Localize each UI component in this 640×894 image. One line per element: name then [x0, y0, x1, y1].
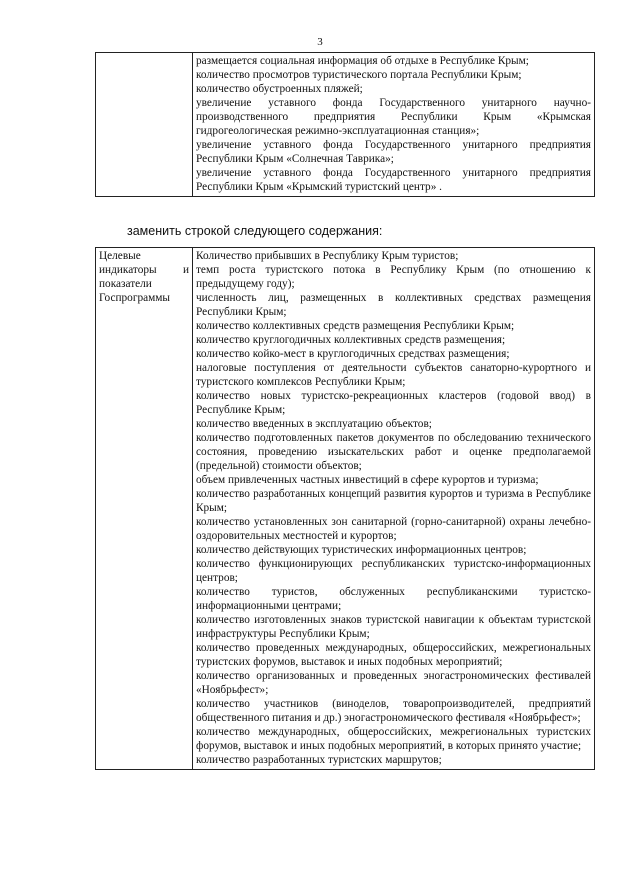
list-item: количество организованных и проведенных эногастрономических фестивалей «Ноябрьфест»; — [196, 670, 591, 696]
main-table-content-cell — [193, 248, 595, 770]
list-item: количество введенных в эксплуатацию объектов; — [196, 418, 432, 430]
list-item: количество разработанных туристских маршрутов; — [196, 754, 442, 766]
list-item: количество разработанных концепций развития курортов и туризма в Республике Крым; — [196, 488, 591, 514]
list-item: размещается социальная информация об отдыхе в Республике Крым; — [196, 55, 529, 67]
list-item: объем привлеченных частных инвестиций в сфере курортов и туризма; — [196, 474, 539, 486]
list-item: численность лиц, размещенных в коллективных средствах размещения Республики Крым; — [196, 292, 591, 318]
list-item: количество коллективных средств размещения Республики Крым; — [196, 320, 515, 332]
list-item: количество изготовленных знаков туристской навигации к объектам туристской инфраструктуры Республики Крым; — [196, 614, 591, 640]
list-item: количество койко-мест в круглогодичных средствах размещения; — [196, 348, 510, 360]
list-item: количество подготовленных пакетов документов по обследованию технического состояния, проведению изыскательских работ и оценке предполагаемой (предельной) стоимости объектов; — [196, 432, 591, 472]
table-row — [96, 248, 595, 770]
top-table-left-cell — [96, 53, 193, 197]
top-table — [95, 52, 595, 197]
list-item: темп роста туристского потока в Республику Крым (по отношению к предыдущему году); — [196, 264, 591, 290]
table-row — [96, 53, 595, 197]
list-item: количество круглогодичных коллективных средств размещения; — [196, 334, 506, 346]
replace-instruction: заменить строкой следующего содержания: — [127, 224, 383, 238]
list-item: увеличение уставного фонда Государственного унитарного предприятия Республики Крым «Солнечная Таврика»; — [196, 139, 591, 165]
page-number: 3 — [317, 36, 323, 48]
list-item: количество туристов, обслуженных республиканскими туристско-информационными центрами; — [196, 586, 591, 612]
main-table — [95, 247, 595, 770]
list-item: налоговые поступления от деятельности субъектов санаторно-курортного и туристского комплексов Республики Крым; — [196, 362, 591, 388]
list-item: количество функционирующих республиканских туристско-информационных центров; — [196, 558, 591, 584]
indicators-label: Целевые индикаторы и показатели Госпрограммы — [99, 250, 189, 304]
list-item: увеличение уставного фонда Государственного унитарного научно-производственного предприятия Республики Крым «Крымская гидрогеологическая режимно-эксплуатационная станция»; — [196, 97, 591, 137]
top-table-right-cell — [193, 53, 595, 197]
list-item: количество установленных зон санитарной (горно-санитарной) охраны лечебно-оздоровительных местностей и курортов; — [196, 516, 591, 542]
main-table-label-cell — [96, 248, 193, 770]
list-item: количество участников (виноделов, товаропроизводителей, предприятий общественного питания и др.) эногастрономического фестиваля «Ноябрьфест»; — [196, 698, 591, 724]
list-item: количество новых туристско-рекреационных кластеров (годовой ввод) в Республике Крым; — [196, 390, 591, 416]
list-item: количество международных, общероссийских, межрегиональных туристских форумов, выставок и иных подобных мероприятий, в которых принято участие; — [196, 726, 591, 752]
list-item: количество проведенных международных, общероссийских, межрегиональных туристских форумов, выставок и иных подобных мероприятий; — [196, 642, 591, 668]
list-item: Количество прибывших в Республику Крым туристов; — [196, 250, 459, 262]
list-item: увеличение уставного фонда Государственного унитарного предприятия Республики Крым «Крымский туристский центр» . — [196, 167, 591, 193]
list-item: количество обустроенных пляжей; — [196, 83, 363, 95]
list-item: количество просмотров туристического портала Республики Крым; — [196, 69, 522, 81]
list-item: количество действующих туристических информационных центров; — [196, 544, 527, 556]
